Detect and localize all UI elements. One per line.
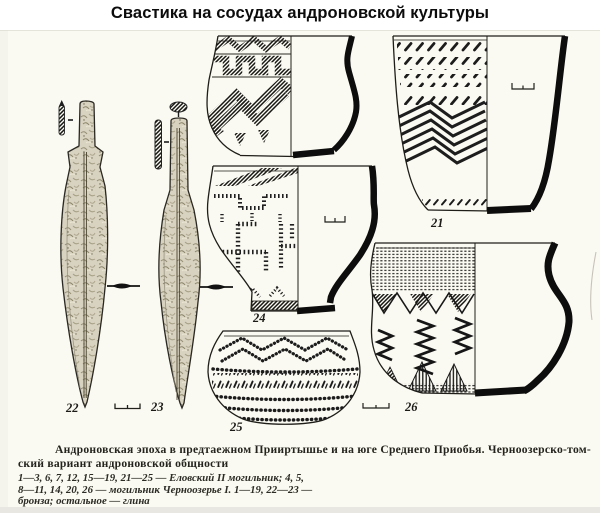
dagger-22-blade-cross-section xyxy=(107,284,140,289)
dagger-23-drawing xyxy=(159,118,200,408)
vessel-profile-edge xyxy=(330,166,375,303)
vessel-profile-base xyxy=(475,390,526,393)
label-dagger-22: 22 xyxy=(66,401,79,415)
vessel-21-drawing xyxy=(393,36,565,211)
caption-bold-line-2: ский вариант андроновской общности xyxy=(18,456,229,470)
vessel-profile-base xyxy=(487,209,531,211)
vessel-top-middle-ornament xyxy=(208,39,291,146)
scan-hairline xyxy=(0,30,600,31)
caption-legend-line-1: 1—3, 6, 7, 12, 15—19, 21—25 — Еловский II могильник; 4, 5, xyxy=(18,472,304,484)
caption-bold-line-1: Андроновская эпоха в предтаежном Прииртышье и на юге Среднего Приобья. Черноозерско-том- xyxy=(55,443,592,456)
caption-legend-line-3: бронза; остальное — глина xyxy=(18,495,150,508)
dagger-22-section-bar xyxy=(59,100,73,135)
vessel-profile-edge xyxy=(524,243,569,391)
dagger-23-section-bar xyxy=(155,120,169,169)
scale-bar-vessel-24 xyxy=(325,216,345,222)
label-vessel-24: 24 xyxy=(253,311,266,325)
caption-legend-line-2: 8—11, 14, 20, 26 — могильник Черноозерье I. 1—19, 22—23 — xyxy=(18,483,313,496)
label-vessel-25: 25 xyxy=(230,420,243,434)
caption-legend xyxy=(0,473,600,508)
vessel-profile-edge xyxy=(531,36,565,209)
figure-caption xyxy=(0,443,600,508)
page-title: Свастика на сосудах андроновской культуры xyxy=(110,4,490,22)
scan-edge-bottom xyxy=(0,507,600,513)
label-dagger-23: 23 xyxy=(151,400,164,414)
dagger-22-drawing xyxy=(61,101,108,407)
figure-plate xyxy=(0,30,600,443)
vessel-top-middle-drawing xyxy=(207,36,356,157)
scale-bar-vessel-26 xyxy=(363,403,389,408)
vessel-profile-edge xyxy=(334,36,357,150)
vessel-26-drawing xyxy=(363,243,569,408)
label-vessel-21: 21 xyxy=(431,216,444,230)
vessel-profile-base xyxy=(297,308,335,311)
vessel-24-ornament xyxy=(210,168,298,310)
vessel-24-drawing xyxy=(208,166,375,311)
scale-bar-daggers xyxy=(115,404,140,409)
dagger-23-pommel-section xyxy=(170,102,187,117)
scan-edge-artifact xyxy=(591,252,596,320)
vessel-profile-base xyxy=(293,151,334,155)
dagger-23-blade-cross-section xyxy=(200,285,233,290)
label-vessel-26: 26 xyxy=(405,400,418,414)
vessel-21-ornament xyxy=(397,40,490,208)
vessel-26-ornament xyxy=(371,246,475,394)
scale-bar-vessel-21 xyxy=(512,83,534,89)
vessel-25-ornament xyxy=(212,338,358,420)
vessel-25-drawing xyxy=(208,331,360,424)
